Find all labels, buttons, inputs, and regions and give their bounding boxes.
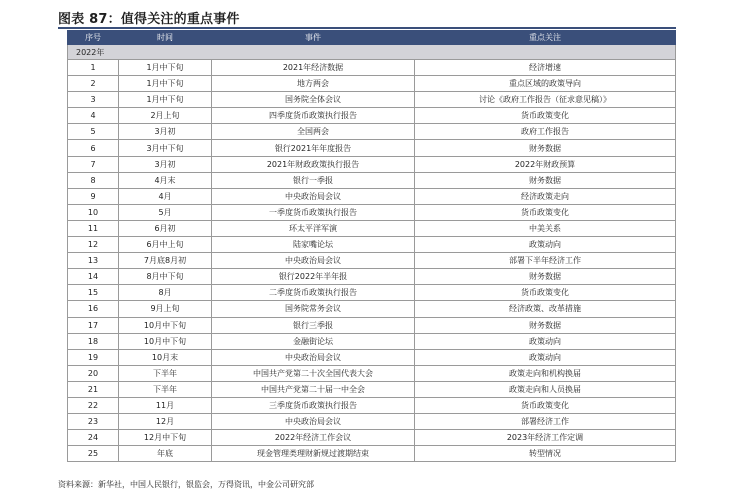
cell-index: 3 bbox=[68, 92, 119, 108]
cell-time: 1月中下旬 bbox=[119, 76, 212, 92]
table-row bbox=[68, 76, 676, 92]
table-row bbox=[68, 333, 676, 349]
cell-event: 中央政治局会议 bbox=[212, 349, 415, 365]
cell-event: 全国两会 bbox=[212, 124, 415, 140]
cell-index: 21 bbox=[68, 381, 119, 397]
cell-index: 8 bbox=[68, 172, 119, 188]
source-note: 资料来源：新华社，中国人民银行，银监会，万得资讯，中金公司研究部 bbox=[58, 480, 314, 489]
cell-focus: 政府工作报告 bbox=[415, 124, 676, 140]
table-row bbox=[68, 301, 676, 317]
cell-focus: 经济政策、改革措施 bbox=[415, 301, 676, 317]
cell-index: 9 bbox=[68, 188, 119, 204]
cell-index: 12 bbox=[68, 237, 119, 253]
cell-focus: 货币政策变化 bbox=[415, 108, 676, 124]
title-divider bbox=[58, 27, 676, 29]
cell-event: 国务院全体会议 bbox=[212, 92, 415, 108]
cell-time: 3月初 bbox=[119, 124, 212, 140]
cell-event: 2021年经济数据 bbox=[212, 60, 415, 76]
cell-event: 中央政治局会议 bbox=[212, 414, 415, 430]
table-row bbox=[68, 188, 676, 204]
cell-event: 2021年财政政策执行报告 bbox=[212, 156, 415, 172]
cell-time: 6月初 bbox=[119, 220, 212, 236]
table-row bbox=[68, 317, 676, 333]
cell-time: 9月上旬 bbox=[119, 301, 212, 317]
cell-event: 环太平洋军演 bbox=[212, 220, 415, 236]
cell-event: 2022年经济工作会议 bbox=[212, 430, 415, 446]
cell-focus: 财务数据 bbox=[415, 140, 676, 156]
table-header-row bbox=[68, 31, 676, 45]
cell-event: 现金管理类理财新规过渡期结束 bbox=[212, 446, 415, 462]
cell-focus: 经济增速 bbox=[415, 60, 676, 76]
cell-focus: 中美关系 bbox=[415, 220, 676, 236]
cell-index: 15 bbox=[68, 285, 119, 301]
cell-event: 四季度货币政策执行报告 bbox=[212, 108, 415, 124]
table-row bbox=[68, 156, 676, 172]
table-row bbox=[68, 446, 676, 462]
cell-event: 一季度货币政策执行报告 bbox=[212, 204, 415, 220]
cell-index: 5 bbox=[68, 124, 119, 140]
cell-time: 下半年 bbox=[119, 381, 212, 397]
cell-event: 中央政治局会议 bbox=[212, 253, 415, 269]
table-row bbox=[68, 430, 676, 446]
cell-focus: 重点区域的政策导向 bbox=[415, 76, 676, 92]
year-group-label: 2022年 bbox=[68, 45, 676, 60]
table-row bbox=[68, 140, 676, 156]
cell-index: 19 bbox=[68, 349, 119, 365]
cell-focus: 部署下半年经济工作 bbox=[415, 253, 676, 269]
cell-time: 3月中下旬 bbox=[119, 140, 212, 156]
cell-time: 11月 bbox=[119, 397, 212, 413]
cell-index: 23 bbox=[68, 414, 119, 430]
cell-index: 18 bbox=[68, 333, 119, 349]
table-row bbox=[68, 253, 676, 269]
cell-focus: 政策走向和人员换届 bbox=[415, 381, 676, 397]
cell-event: 中国共产党第二十次全国代表大会 bbox=[212, 365, 415, 381]
figure-title: 图表 87：值得关注的重点事件 bbox=[58, 12, 240, 27]
cell-time: 3月初 bbox=[119, 156, 212, 172]
cell-index: 4 bbox=[68, 108, 119, 124]
table-row bbox=[68, 269, 676, 285]
table-row bbox=[68, 108, 676, 124]
cell-time: 7月底8月初 bbox=[119, 253, 212, 269]
table-row bbox=[68, 365, 676, 381]
header-index: 序号 bbox=[68, 31, 119, 45]
cell-time: 1月中下旬 bbox=[119, 60, 212, 76]
cell-time: 5月 bbox=[119, 204, 212, 220]
cell-focus: 2022年财政预算 bbox=[415, 156, 676, 172]
cell-index: 10 bbox=[68, 204, 119, 220]
cell-event: 陆家嘴论坛 bbox=[212, 237, 415, 253]
cell-event: 国务院常务会议 bbox=[212, 301, 415, 317]
cell-focus: 2023年经济工作定调 bbox=[415, 430, 676, 446]
cell-focus: 财务数据 bbox=[415, 269, 676, 285]
cell-index: 7 bbox=[68, 156, 119, 172]
cell-event: 中国共产党第二十届一中全会 bbox=[212, 381, 415, 397]
cell-index: 20 bbox=[68, 365, 119, 381]
cell-focus: 讨论《政府工作报告（征求意见稿）》 bbox=[415, 92, 676, 108]
cell-time: 4月 bbox=[119, 188, 212, 204]
table-row bbox=[68, 349, 676, 365]
table-row bbox=[68, 204, 676, 220]
cell-focus: 货币政策变化 bbox=[415, 204, 676, 220]
header-event: 事件 bbox=[212, 31, 415, 45]
table-row bbox=[68, 285, 676, 301]
cell-time: 8月中下旬 bbox=[119, 269, 212, 285]
cell-event: 三季度货币政策执行报告 bbox=[212, 397, 415, 413]
table-row bbox=[68, 237, 676, 253]
cell-event: 二季度货币政策执行报告 bbox=[212, 285, 415, 301]
cell-time: 下半年 bbox=[119, 365, 212, 381]
cell-time: 12月 bbox=[119, 414, 212, 430]
cell-focus: 财务数据 bbox=[415, 317, 676, 333]
cell-time: 12月中下旬 bbox=[119, 430, 212, 446]
cell-index: 1 bbox=[68, 60, 119, 76]
cell-focus: 货币政策变化 bbox=[415, 285, 676, 301]
cell-event: 中央政治局会议 bbox=[212, 188, 415, 204]
cell-focus: 经济政策走向 bbox=[415, 188, 676, 204]
cell-event: 银行2022年半年报 bbox=[212, 269, 415, 285]
cell-time: 10月中下旬 bbox=[119, 333, 212, 349]
cell-index: 11 bbox=[68, 220, 119, 236]
cell-focus: 政策动向 bbox=[415, 349, 676, 365]
year-group-row bbox=[68, 45, 676, 60]
cell-focus: 政策动向 bbox=[415, 333, 676, 349]
table-row bbox=[68, 381, 676, 397]
cell-time: 2月上旬 bbox=[119, 108, 212, 124]
cell-time: 10月末 bbox=[119, 349, 212, 365]
events-table bbox=[67, 30, 676, 462]
table-row bbox=[68, 397, 676, 413]
header-time: 时间 bbox=[119, 31, 212, 45]
cell-event: 金融街论坛 bbox=[212, 333, 415, 349]
cell-focus: 部署经济工作 bbox=[415, 414, 676, 430]
header-focus: 重点关注 bbox=[415, 31, 676, 45]
cell-focus: 政策动向 bbox=[415, 237, 676, 253]
cell-index: 24 bbox=[68, 430, 119, 446]
cell-time: 10月中下旬 bbox=[119, 317, 212, 333]
cell-index: 16 bbox=[68, 301, 119, 317]
table-row bbox=[68, 414, 676, 430]
table-row bbox=[68, 220, 676, 236]
cell-index: 17 bbox=[68, 317, 119, 333]
cell-index: 2 bbox=[68, 76, 119, 92]
cell-index: 14 bbox=[68, 269, 119, 285]
cell-event: 地方两会 bbox=[212, 76, 415, 92]
cell-time: 8月 bbox=[119, 285, 212, 301]
table-row bbox=[68, 92, 676, 108]
table-row bbox=[68, 172, 676, 188]
cell-focus: 财务数据 bbox=[415, 172, 676, 188]
cell-index: 13 bbox=[68, 253, 119, 269]
cell-time: 1月中下旬 bbox=[119, 92, 212, 108]
cell-event: 银行三季报 bbox=[212, 317, 415, 333]
cell-index: 22 bbox=[68, 397, 119, 413]
cell-time: 4月末 bbox=[119, 172, 212, 188]
cell-event: 银行一季报 bbox=[212, 172, 415, 188]
cell-index: 6 bbox=[68, 140, 119, 156]
cell-event: 银行2021年年度报告 bbox=[212, 140, 415, 156]
cell-time: 年底 bbox=[119, 446, 212, 462]
cell-index: 25 bbox=[68, 446, 119, 462]
table-row bbox=[68, 124, 676, 140]
cell-focus: 货币政策变化 bbox=[415, 397, 676, 413]
table-row bbox=[68, 60, 676, 76]
cell-focus: 转型情况 bbox=[415, 446, 676, 462]
cell-focus: 政策走向和机构换届 bbox=[415, 365, 676, 381]
cell-time: 6月中上旬 bbox=[119, 237, 212, 253]
